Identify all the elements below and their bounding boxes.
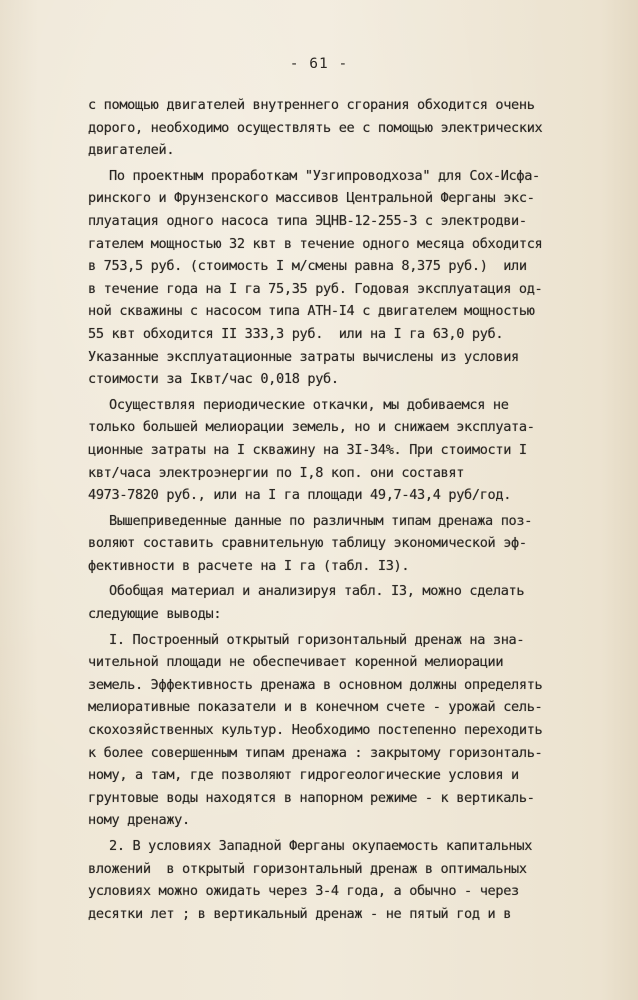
text-line: гателем мощностью 32 квт в течение одного месяца обходится: [88, 235, 543, 252]
text-line: двигателей.: [88, 142, 175, 159]
text-line: воляют составить сравнительную таблицу экономической эф-: [88, 535, 527, 552]
text-line: Вышеприведенные данные по различным типам дренажа поз-: [109, 512, 533, 529]
text-line: ному, а там, где позволяют гидрогеологические условия и: [88, 767, 519, 784]
text-line: к более совершенным типам дренажа : закрытому горизонталь-: [88, 744, 543, 761]
text-line: чительной площади не обеспечивает коренной мелиорации: [88, 654, 504, 671]
text-line: Обобщая материал и анализируя табл. I3, можно сделать: [109, 583, 525, 600]
body-text: [88, 94, 588, 925]
text-line: вложений в открытый горизонтальный дренаж в оптимальных: [88, 860, 527, 877]
text-line: условиях можно ожидать через 3-4 года, а обычно - через: [88, 883, 519, 900]
text-line: с помощью двигателей внутреннего сгорания обходится очень: [88, 97, 535, 113]
text-line: в 753,5 руб. (стоимость I м/смены равна 8,375 руб.) или: [88, 258, 527, 275]
text-line: ционные затраты на I скважину на 3I-34%. При стоимости I: [88, 441, 527, 458]
text-line: земель. Эффективность дренажа в основном должны определять: [88, 676, 543, 693]
text-line: скохозяйственных культур. Необходимо постепенно переходить: [88, 722, 543, 739]
page-number: - 61 -: [289, 56, 349, 72]
text-line: ной скважины с насосом типа АТН-I4 с двигателем мощностью: [88, 303, 535, 320]
text-line: только большей мелиорации земель, но и снижаем эксплуата-: [88, 419, 535, 436]
text-line: Указанные эксплуатационные затраты вычислены из условия: [88, 348, 519, 365]
text-line: ному дренажу.: [88, 812, 190, 829]
text-line: I. Построенный открытый горизонтальный дренаж на зна-: [109, 631, 525, 648]
text-line: стоимости за Iквт/час 0,018 руб.: [88, 371, 339, 388]
text-line: мелиоративные показатели и в конечном счете - урожай сель-: [88, 699, 543, 716]
text-line: 4973-7820 руб., или на I га площади 49,7-43,4 руб/год.: [88, 487, 512, 504]
text-line: ринского и Фрунзенского массивов Центральной Ферганы экс-: [88, 190, 535, 207]
text-line: 55 квт обходится II 333,3 руб. или на I га 63,0 руб.: [88, 325, 504, 342]
text-line: фективности в расчете на I га (табл. I3).: [88, 557, 410, 574]
text-line: дорого, необходимо осуществлять ее с помощью электрических: [88, 119, 543, 136]
text-line: следующие выводы:: [88, 606, 222, 623]
text-line: По проектным проработкам "Узгипроводхоза" для Сох-Исфа-: [109, 167, 540, 184]
text-line: Осуществляя периодические откачки, мы добиваемся не: [109, 396, 509, 413]
text-line: грунтовые воды находятся в напорном режиме - к вертикаль-: [88, 789, 535, 806]
text-line: десятки лет ; в вертикальный дренаж - не пятый год и в: [88, 905, 512, 922]
text-line: 2. В условиях Западной Ферганы окупаемость капитальных: [109, 838, 533, 854]
text-line: плуатация одного насоса типа ЭЦНВ-12-255-3 с электродви-: [88, 212, 527, 229]
text-line: в течение года на I га 75,35 руб. Годовая эксплуатация од-: [88, 280, 543, 297]
text-line: квт/часа электроэнергии по I,8 коп. они составят: [88, 464, 465, 481]
